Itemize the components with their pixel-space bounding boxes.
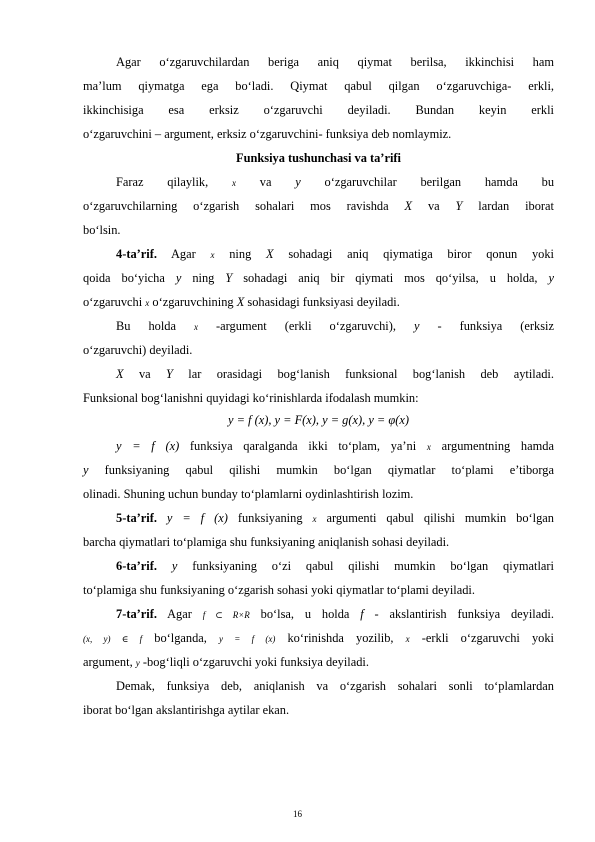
math-var: y bbox=[171, 559, 178, 573]
page-number: 16 bbox=[293, 809, 302, 819]
text-line: Demak, funksiya deb, aniqlanish va o‘zgarish sohalari sonli to‘plamlardan bbox=[116, 679, 554, 693]
math-var: x bbox=[194, 322, 199, 332]
math-var: X bbox=[266, 247, 274, 261]
text: sohadagi aniq bir qiymati mos qo‘yilsa, u holda, bbox=[243, 271, 538, 285]
text: bo‘lganda, bbox=[154, 631, 207, 645]
text: qoida bo‘yicha bbox=[83, 271, 165, 285]
text: sohadagi aniq qiymatiga biror qonun yoki bbox=[288, 247, 554, 261]
math-var: y bbox=[175, 271, 182, 285]
math-var: y bbox=[83, 463, 89, 477]
definition-label: 5-ta’rif. bbox=[116, 511, 157, 525]
math-var: f bbox=[360, 607, 364, 621]
math-expr: y = f (x) bbox=[166, 511, 228, 525]
text-line: olinadi. Shuning uchun bunday to‘plamlarni oydinlashtirish lozim. bbox=[83, 487, 414, 501]
text: va bbox=[427, 199, 440, 213]
text: funksiya qaralganda ikki to‘plam, ya’ni bbox=[189, 439, 417, 453]
text: funksiyaning o‘zi qabul qilishi mumkin bo‘lgan qiymatlari bbox=[192, 559, 554, 573]
definition-line bbox=[116, 558, 554, 574]
text: ning bbox=[229, 247, 252, 261]
text: - akslantirish funksiya deyiladi. bbox=[374, 607, 554, 621]
text: o‘zgaruvchilar berilgan hamda bu bbox=[324, 175, 555, 189]
definition-line bbox=[83, 294, 554, 311]
text: Bu holda bbox=[116, 319, 176, 333]
math-var: Y bbox=[455, 199, 463, 213]
math-var: y bbox=[135, 658, 140, 668]
text: bo‘lsa, u holda bbox=[260, 607, 350, 621]
text-line bbox=[116, 318, 554, 335]
definition-label: 7-ta’rif. bbox=[116, 607, 157, 621]
text-line bbox=[116, 438, 554, 455]
text: -bog‘liqli o‘zgaruvchi yoki funksiya deyiladi. bbox=[142, 655, 369, 669]
text-line: ikkinchisiga esa erksiz o‘zgaruvchi deyiladi. Bundan keyin erkli bbox=[83, 103, 554, 117]
math-var: x bbox=[145, 298, 150, 308]
text: Agar bbox=[167, 607, 192, 621]
text: argumenti qabul qilishi mumkin bo‘lgan bbox=[326, 511, 554, 525]
math-var: Y bbox=[166, 367, 173, 381]
text-line: bo‘lsin. bbox=[83, 223, 121, 237]
text: lar orasidagi bog‘lanish funksional bog‘lanish deb aytiladi. bbox=[188, 367, 554, 381]
math-var: x bbox=[312, 514, 317, 524]
definition-line bbox=[83, 630, 554, 647]
math-var: y bbox=[413, 319, 420, 333]
text: Agar bbox=[170, 247, 196, 261]
math-var: y bbox=[548, 271, 554, 285]
text: funksiyaning bbox=[237, 511, 303, 525]
math-var: X bbox=[236, 295, 245, 309]
math-var: x bbox=[426, 442, 431, 452]
math-var: y bbox=[295, 175, 301, 189]
formula: y = f (x), y = F(x), y = g(x), y = φ(x) bbox=[228, 413, 409, 427]
text: -argument (erkli o‘zgaruvchi), bbox=[216, 319, 396, 333]
math-expr: y = f (x) bbox=[219, 634, 276, 644]
definition-line bbox=[116, 246, 554, 263]
text: argumentning hamda bbox=[441, 439, 554, 453]
definition-label: 4-ta’rif. bbox=[116, 247, 157, 261]
text-line bbox=[83, 462, 554, 478]
text: argument, bbox=[83, 655, 133, 669]
text: o‘zgaruvchining bbox=[152, 295, 234, 309]
section-heading: Funksiya tushunchasi va ta’rifi bbox=[236, 151, 401, 165]
text-line: iborat bo‘lgan akslantirishga aytilar ekan. bbox=[83, 703, 290, 717]
text: o‘zgaruvchi bbox=[83, 295, 143, 309]
text: ning bbox=[192, 271, 215, 285]
text-line bbox=[116, 174, 554, 191]
text-line bbox=[83, 198, 554, 214]
definition-line bbox=[116, 510, 554, 527]
text-line bbox=[116, 366, 554, 382]
math-expr: f ⊂ R×R bbox=[202, 610, 250, 620]
text-line: Agar o‘zgaruvchilardan beriga aniq qiymat berilsa, ikkinchisi ham bbox=[116, 55, 554, 69]
math-var: x bbox=[210, 250, 215, 260]
math-expr: y = f (x) bbox=[116, 439, 180, 453]
math-var: X bbox=[404, 199, 413, 213]
text: va bbox=[138, 367, 151, 381]
text-line: o‘zgaruvchi) deyiladi. bbox=[83, 343, 193, 357]
text: Faraz qilaylik, bbox=[116, 175, 209, 189]
text: - funksiya (erksiz bbox=[437, 319, 554, 333]
math-expr: (x, y) ∈ f bbox=[83, 634, 143, 644]
text: funksiyaning qabul qilishi mumkin bo‘lgan qiymatlar to‘plami e’tiborga bbox=[104, 463, 554, 477]
text: va bbox=[259, 175, 272, 189]
definition-line: to‘plamiga shu funksiyaning o‘zgarish sohasi yoki qiymatlar to‘plami deyiladi. bbox=[83, 583, 475, 597]
math-var: x bbox=[405, 634, 410, 644]
text: sohasidagi funksiyasi deyiladi. bbox=[247, 295, 400, 309]
text: -erkli o‘zgaruvchi yoki bbox=[421, 631, 554, 645]
text: lardan iborat bbox=[478, 199, 554, 213]
text: ko‘rinishda yozilib, bbox=[287, 631, 394, 645]
definition-line bbox=[116, 606, 554, 623]
text-line: ma’lum qiymatga ega bo‘ladi. Qiymat qabul qilgan o‘zgaruvchiga- erkli, bbox=[83, 79, 554, 93]
math-var: X bbox=[116, 367, 124, 381]
text-line: Funksional bog‘lanishni quyidagi ko‘rinishlarda ifodalash mumkin: bbox=[83, 391, 419, 405]
definition-label: 6-ta’rif. bbox=[116, 559, 157, 573]
math-var: Y bbox=[225, 271, 233, 285]
definition-line bbox=[83, 654, 554, 671]
definition-line: barcha qiymatlari to‘plamiga shu funksiyaning aniqlanish sohasi deyiladi. bbox=[83, 535, 450, 549]
text: o‘zgaruvchilarning o‘zgarish sohalari mos ravishda bbox=[83, 199, 389, 213]
text-line: o‘zgaruvchini – argument, erksiz o‘zgaruvchini- funksiya deb nomlaymiz. bbox=[83, 127, 452, 141]
math-var: x bbox=[232, 178, 236, 188]
definition-line bbox=[83, 270, 554, 286]
